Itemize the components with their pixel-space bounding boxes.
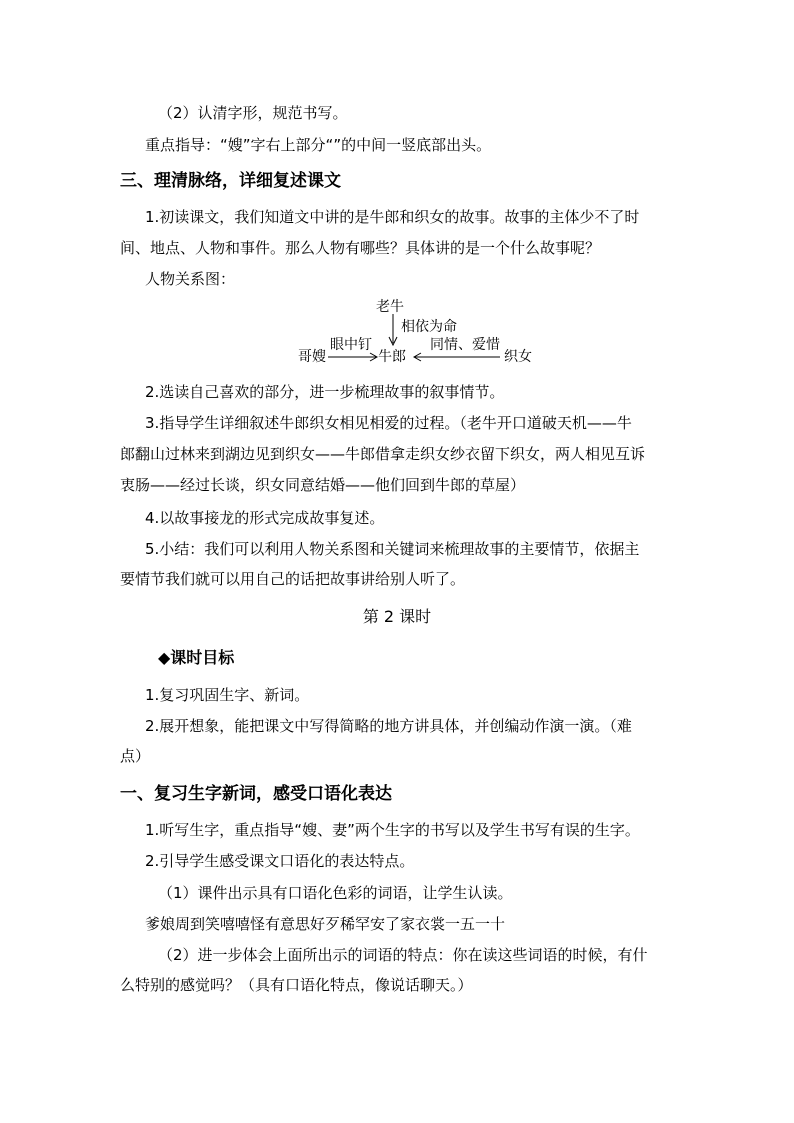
text-line: 爹娘周到笑嘻嘻怪有意思好歹稀罕安了家衣裳一五一十 bbox=[145, 915, 506, 933]
text-line: 衷肠——经过长谈，织女同意结婚——他们回到牛郎的草屋） bbox=[120, 476, 526, 494]
text-line: 1.复习巩固生字、新词。 bbox=[145, 686, 310, 704]
text-line: 1.听写生字，重点指导“嫂、妻”两个生字的书写以及学生书写有误的生字。 bbox=[145, 821, 640, 839]
text-line: 5.小结：我们可以利用人物关系图和关键词来梳理故事的主要情节，依据主 bbox=[145, 540, 640, 558]
text-line: 2.展开想象，能把课文中写得简略的地方讲具体，并创编动作演一演。（难 bbox=[145, 717, 632, 735]
text-line: （2）进一步体会上面所出示的词语的特点：你在读这些词语的时候，有什 bbox=[158, 946, 648, 964]
text-line: 2.选读自己喜欢的部分，进一步梳理故事的叙事情节。 bbox=[145, 383, 505, 401]
text-line: （2）认清字形，规范书写。 bbox=[158, 104, 348, 122]
section-heading: 一、复习生字新词，感受口语化表达 bbox=[120, 784, 392, 804]
text-line: 人物关系图： bbox=[145, 270, 236, 288]
node-old-ox: 老牛 bbox=[376, 299, 404, 315]
node-cowherd: 牛郎 bbox=[378, 349, 406, 365]
node-sister-in-law: 哥嫂 bbox=[298, 349, 326, 365]
text-line: 重点指导：“嫂”字右上部分“”的中间一竖底部出头。 bbox=[145, 136, 492, 154]
label-rel-ox: 相依为命 bbox=[401, 319, 457, 335]
label-rel-weaver: 同情、爱惜 bbox=[430, 337, 500, 353]
character-relationship-diagram bbox=[290, 292, 540, 372]
lesson-title: 第 2 课时 bbox=[362, 607, 432, 626]
text-line: 4.以故事接龙的形式完成故事复述。 bbox=[145, 509, 385, 527]
text-line: 2.引导学生感受课文口语化的表达特点。 bbox=[145, 852, 415, 870]
text-line: （1）课件出示具有口语化色彩的词语，让学生认读。 bbox=[158, 884, 513, 902]
text-line: 郎翻山过林来到湖边见到织女——牛郎借拿走织女纱衣留下织女，两人相见互诉 bbox=[120, 445, 646, 463]
text-line: 间、地点、人物和事件。那么人物有哪些？具体讲的是一个什么故事呢？ bbox=[120, 239, 601, 257]
text-line: 3.指导学生详细叙述牛郎织女相见相爱的过程。（老牛开口道破天机——牛 bbox=[145, 414, 632, 432]
text-line: 么特别的感觉吗？（具有口语化特点，像说话聊天。） bbox=[120, 976, 473, 994]
subsection-heading: ◆课时目标 bbox=[158, 648, 235, 667]
label-rel-sister: 眼中钉 bbox=[330, 337, 372, 353]
text-line: 点） bbox=[120, 747, 151, 765]
text-line: 要情节我们就可以用自己的话把故事讲给别人听了。 bbox=[120, 570, 466, 588]
node-weaver: 织女 bbox=[504, 349, 532, 365]
section-heading: 三、理清脉络，详细复述课文 bbox=[120, 171, 341, 191]
text-line: 1.初读课文，我们知道文中讲的是牛郎和织女的故事。故事的主体少不了时 bbox=[145, 208, 640, 226]
